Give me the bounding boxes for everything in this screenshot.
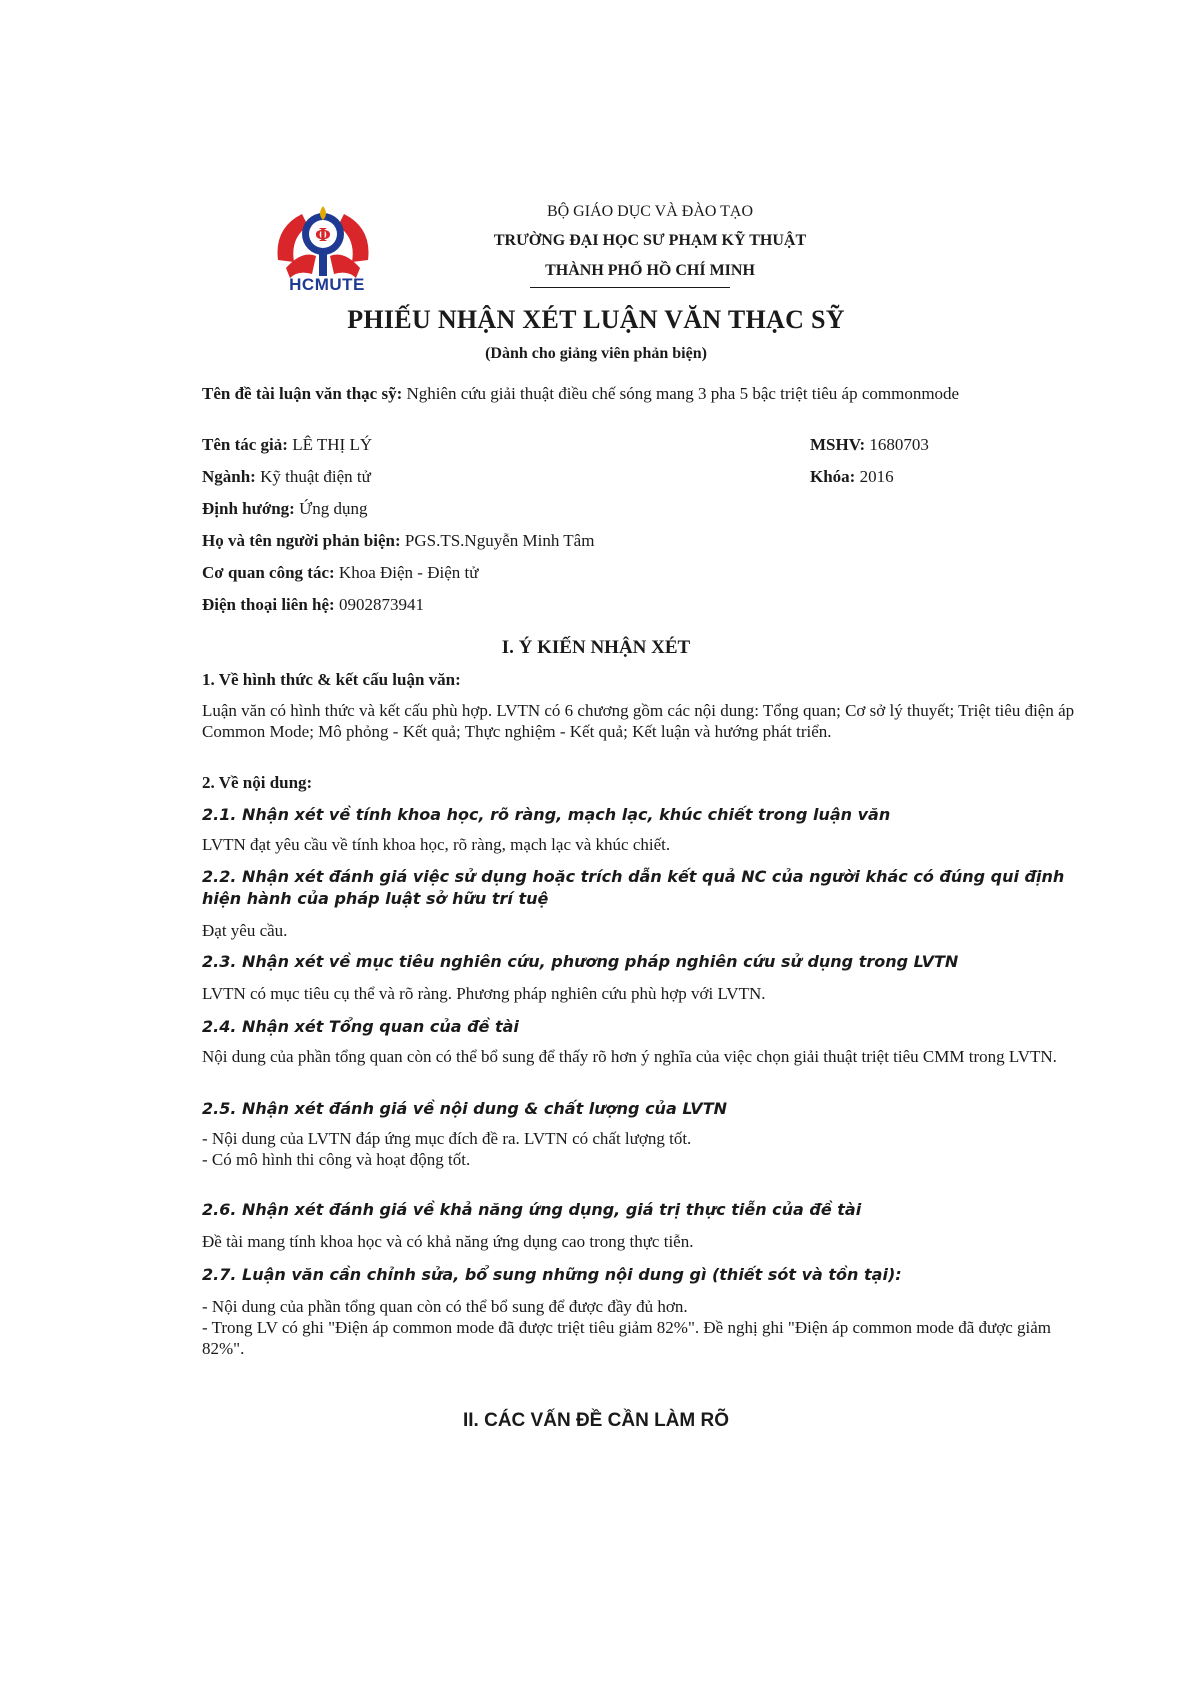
text-2-2: Đạt yêu cầu.	[202, 921, 288, 940]
heading-2-6: 2.6. Nhận xét đánh giá về khả năng ứng dụng, giá trị thực tiễn của đề tài	[202, 1200, 862, 1219]
phone-row	[202, 595, 1022, 615]
text-2-1: LVTN đạt yêu cầu về tính khoa học, rõ ràng, mạch lạc và khúc chiết.	[202, 835, 671, 854]
text-2-7: - Nội dung của phần tổng quan còn có thể bổ sung để được đầy đủ hơn. - Trong LV có ghi "Điện áp common mode đã được triệt tiêu giảm 82%". Đề nghị ghi "Điện áp common mode đã được giảm 82%".	[202, 1297, 1052, 1358]
city-name: THÀNH PHỐ HỒ CHÍ MINH	[545, 262, 755, 279]
author-row	[202, 435, 762, 455]
mshv-row	[810, 435, 929, 455]
heading-2-4: 2.4. Nhận xét Tổng quan của đề tài	[202, 1017, 519, 1036]
course-row	[810, 467, 894, 487]
page-subtitle: (Dành cho giảng viên phản biện)	[485, 345, 707, 362]
text-2-6: Đề tài mang tính khoa học và có khả năng ứng dụng cao trong thực tiễn.	[202, 1232, 694, 1251]
text-2-4: Nội dung của phần tổng quan còn có thể bổ sung để thấy rõ hơn ý nghĩa của việc chọn giải thuật triệt tiêu CMM trong LVTN.	[202, 1047, 1057, 1066]
header-underline	[530, 287, 730, 288]
author-value: LÊ THỊ LÝ	[292, 435, 373, 454]
workplace-row	[202, 563, 1022, 583]
mshv-label: MSHV:	[810, 435, 866, 454]
heading-2-3: 2.3. Nhận xét về mục tiêu nghiên cứu, phương pháp nghiên cứu sử dụng trong LVTN	[202, 952, 959, 971]
orientation-value: Ứng dụng	[299, 499, 368, 518]
ministry-name: BỘ GIÁO DỤC VÀ ĐÀO TẠO	[546, 203, 754, 220]
mshv-value: 1680703	[869, 435, 929, 454]
svg-text:Φ: Φ	[315, 225, 331, 246]
heading-2-7: 2.7. Luận văn cần chỉnh sửa, bổ sung những nội dung gì (thiết sót và tồn tại):	[202, 1265, 902, 1284]
phone-value: 0902873941	[338, 595, 424, 614]
form-structure-heading: 1. Về hình thức & kết cấu luận văn:	[202, 670, 461, 689]
major-value: Kỹ thuật điện tử	[260, 467, 371, 486]
major-row	[202, 467, 762, 487]
course-value: 2016	[859, 467, 894, 486]
text-2-3: LVTN có mục tiêu cụ thể và rõ ràng. Phương pháp nghiên cứu phù hợp với LVTN.	[202, 984, 766, 1003]
reviewer-row	[202, 531, 1022, 551]
section-1-title: I. Ý KIẾN NHẬN XÉT	[501, 637, 691, 658]
major-label: Ngành:	[202, 467, 256, 486]
heading-2-1: 2.1. Nhận xét về tính khoa học, rõ ràng, mạch lạc, khúc chiết trong luận văn	[202, 805, 891, 824]
form-structure-text: Luận văn có hình thức và kết cấu phù hợp. LVTN có 6 chương gồm các nội dung: Tổng quan; Cơ sở lý thuyết; Triệt tiêu điện áp Common Mode; Mô phỏng - Kết quả; Thực nghiệm - Kết quả; Kết luận và hướng phát triển.	[202, 701, 1075, 741]
orientation-row	[202, 499, 1022, 519]
topic-row	[202, 384, 1022, 404]
course-label: Khóa:	[810, 467, 856, 486]
phone-label: Điện thoại liên hệ:	[202, 595, 335, 614]
workplace-label: Cơ quan công tác:	[202, 563, 335, 582]
reviewer-label: Họ và tên người phản biện:	[202, 531, 401, 550]
heading-2-2: 2.2. Nhận xét đánh giá việc sử dụng hoặc trích dẫn kết quả NC của người khác có đúng qui định hiện hành của pháp luật sở hữu trí tuệ	[202, 867, 1065, 908]
logo-text: HCMUTE	[289, 275, 365, 294]
school-name: TRƯỜNG ĐẠI HỌC SƯ PHẠM KỸ THUẬT	[493, 232, 807, 249]
topic-label: Tên đề tài luận văn thạc sỹ:	[202, 384, 403, 403]
orientation-label: Định hướng:	[202, 499, 295, 518]
content-heading: 2. Về nội dung:	[202, 773, 313, 792]
author-label: Tên tác giả:	[202, 435, 288, 454]
page-title: PHIẾU NHẬN XÉT LUẬN VĂN THẠC SỸ	[347, 305, 845, 334]
text-2-5: - Nội dung của LVTN đáp ứng mục đích đề ra. LVTN có chất lượng tốt. - Có mô hình thi công và hoạt động tốt.	[202, 1129, 692, 1169]
heading-2-5: 2.5. Nhận xét đánh giá về nội dung & chất lượng của LVTN	[202, 1099, 727, 1118]
section-2-title: II. CÁC VẤN ĐỀ CẦN LÀM RÕ	[463, 1410, 729, 1431]
workplace-value: Khoa Điện - Điện tử	[338, 563, 479, 582]
topic-value: Nghiên cứu giải thuật điều chế sóng mang 3 pha 5 bậc triệt tiêu áp commonmode	[406, 384, 960, 403]
reviewer-value: PGS.TS.Nguyễn Minh Tâm	[404, 531, 595, 550]
